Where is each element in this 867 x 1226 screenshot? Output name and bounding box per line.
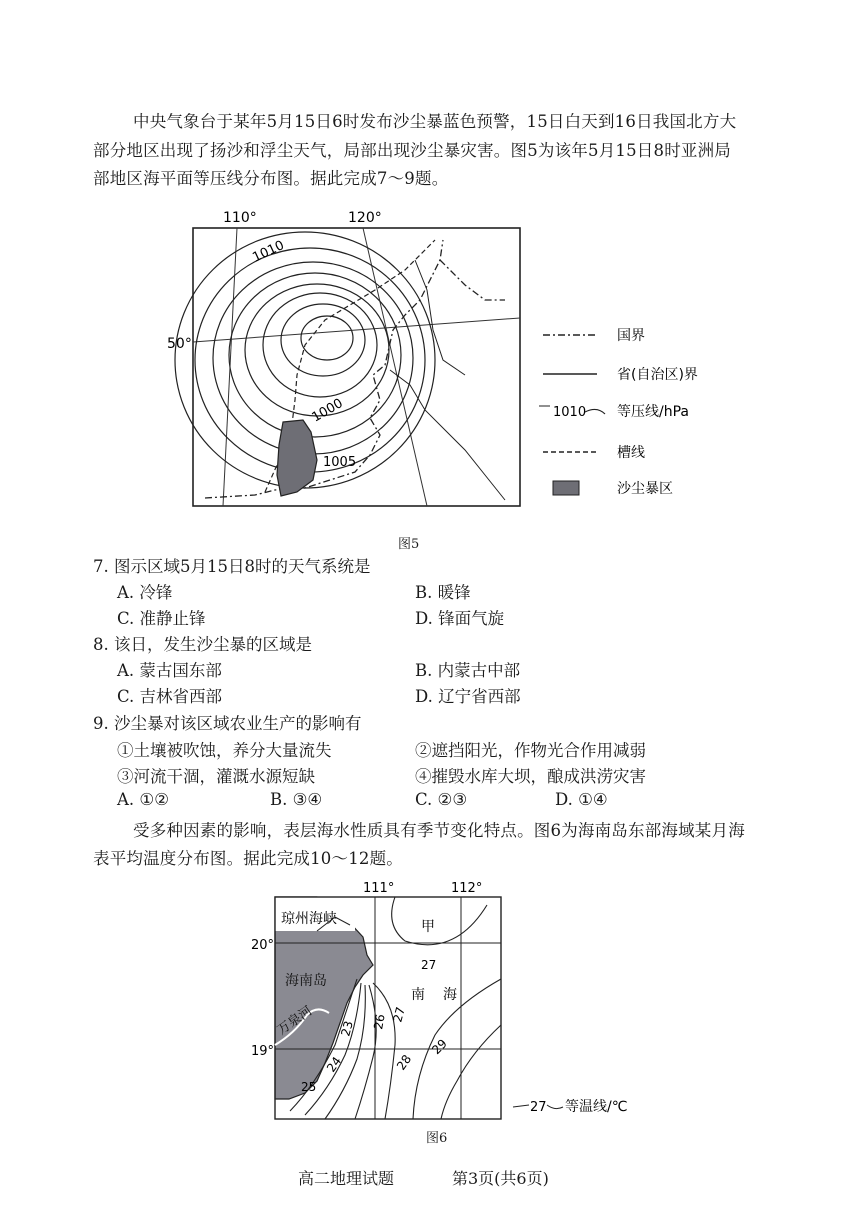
legend-national-label: 国界 xyxy=(617,328,645,344)
strait-label: 琼州海峡 xyxy=(281,911,337,927)
isotherm-label-29: 29 xyxy=(429,1036,450,1058)
lat-20-label: 20° xyxy=(251,938,275,953)
legend6-line-left xyxy=(513,1105,529,1107)
national-boundary-2 xyxy=(440,260,505,300)
isotherm-label-25: 25 xyxy=(301,1080,317,1094)
q9-option-c: C. ②③ xyxy=(415,790,468,809)
q8-stem: 8. 该日，发生沙尘暴的区域是 xyxy=(93,635,312,654)
legend6-label: 等温线/℃ xyxy=(565,1099,628,1115)
isotherm-label-23: 23 xyxy=(338,1019,356,1038)
lon-110-label: 110° xyxy=(223,210,257,226)
q7-option-d: D. 锋面气旋 xyxy=(415,609,505,628)
isobar-inner-2 xyxy=(301,316,353,360)
isotherm-label-27: 27 xyxy=(390,1005,408,1024)
meridian-120 xyxy=(363,228,427,506)
q7-option-c: C. 准静止锋 xyxy=(117,609,206,628)
figure-6-caption: 图6 xyxy=(426,1131,448,1146)
isobar-label-1005: 1005 xyxy=(323,455,357,470)
figure-5-map xyxy=(165,200,845,520)
legend6-number: 27 xyxy=(530,1100,547,1115)
q9-statement-3: ③河流干涸，灌溉水源短缺 xyxy=(117,767,315,786)
q9-statement-1: ①土壤被吹蚀，养分大量流失 xyxy=(117,741,332,760)
parallel-50 xyxy=(193,318,520,342)
intro-line-2: 部分地区出现了扬沙和浮尘天气，局部出现沙尘暴灾害。图5为该年5月15日8时亚洲局 xyxy=(93,141,731,160)
legend xyxy=(539,328,698,497)
footer-subject: 高二地理试题 xyxy=(298,1169,395,1188)
lat-50-label: 50° xyxy=(167,336,192,352)
q7-option-b: B. 暖锋 xyxy=(415,583,471,602)
isotherm-27-north xyxy=(392,897,487,945)
intro2-line-2: 表平均温度分布图。据此完成10～12题。 xyxy=(93,849,403,868)
legend-trough-label: 槽线 xyxy=(617,445,645,461)
isotherm-label-24: 24 xyxy=(323,1054,345,1075)
legend6-line-right xyxy=(547,1105,563,1109)
isotherm-29 xyxy=(441,1025,501,1119)
intro-line-1: 中央气象台于某年5月15日6时发布沙尘暴蓝色预警，15日白天到16日我国北方大 xyxy=(133,112,737,131)
lat-19-label: 19° xyxy=(251,1044,275,1059)
sea-label-2: 海 xyxy=(443,987,457,1003)
q8-option-c: C. 吉林省西部 xyxy=(117,687,223,706)
q9-option-b: B. ③④ xyxy=(270,790,323,809)
jia-label: 甲 xyxy=(421,919,435,935)
legend-isobar-curve xyxy=(585,409,605,414)
isobar-label-1010: 1010 xyxy=(250,238,287,266)
q8-option-d: D. 辽宁省西部 xyxy=(415,687,521,706)
legend-sandstorm-swatch xyxy=(553,481,579,495)
intro2-line-1: 受多种因素的影响，表层海水性质具有季节变化特点。图6为海南岛东部海域某月海 xyxy=(133,821,745,840)
q7-stem: 7. 图示区域5月15日8时的天气系统是 xyxy=(93,557,371,576)
sea-label-1: 南 xyxy=(411,987,425,1003)
q9-stem: 9. 沙尘暴对该区域农业生产的影响有 xyxy=(93,714,362,733)
figure-5-caption: 图5 xyxy=(398,537,420,552)
lon-112-label: 112° xyxy=(451,881,483,896)
legend-sandstorm-label: 沙尘暴区 xyxy=(617,481,673,497)
isotherm-label-28: 28 xyxy=(393,1052,415,1073)
q7-option-a: A. 冷锋 xyxy=(117,583,173,602)
legend-province-label: 省(自治区)界 xyxy=(617,367,698,383)
legend-isobar-number: 1010 xyxy=(553,405,587,420)
intro-line-3: 部地区海平面等压线分布图。据此完成7～9题。 xyxy=(93,169,449,188)
island-label: 海南岛 xyxy=(285,973,327,989)
q9-option-a: A. ①② xyxy=(117,790,169,809)
isotherm-27 xyxy=(373,983,395,1119)
isobar-1000 xyxy=(263,293,377,397)
province-boundary-2 xyxy=(415,260,465,375)
river-label: 万泉河 xyxy=(274,1003,316,1039)
q9-statement-4: ④摧毁水库大坝，酿成洪涝灾害 xyxy=(415,767,646,786)
lon-111-label: 111° xyxy=(363,881,395,896)
q9-statement-2: ②遮挡阳光，作物光合作用减弱 xyxy=(415,741,646,760)
lon-120-label: 120° xyxy=(348,210,382,226)
figure-6-map xyxy=(245,875,665,1130)
isotherm-label-27-north: 27 xyxy=(421,958,437,972)
q8-option-b: B. 内蒙古中部 xyxy=(415,661,521,680)
isobar-outer-3 xyxy=(213,262,413,454)
legend-isobar-label: 等压线/hPa xyxy=(617,404,689,420)
q8-option-a: A. 蒙古国东部 xyxy=(117,661,222,680)
sandstorm-area xyxy=(277,420,317,496)
footer-page: 第3页(共6页) xyxy=(452,1169,549,1188)
isobar-label-1000: 1000 xyxy=(309,395,346,426)
q9-option-d: D. ①④ xyxy=(555,790,608,809)
isotherm-label-26: 26 xyxy=(371,1013,388,1031)
